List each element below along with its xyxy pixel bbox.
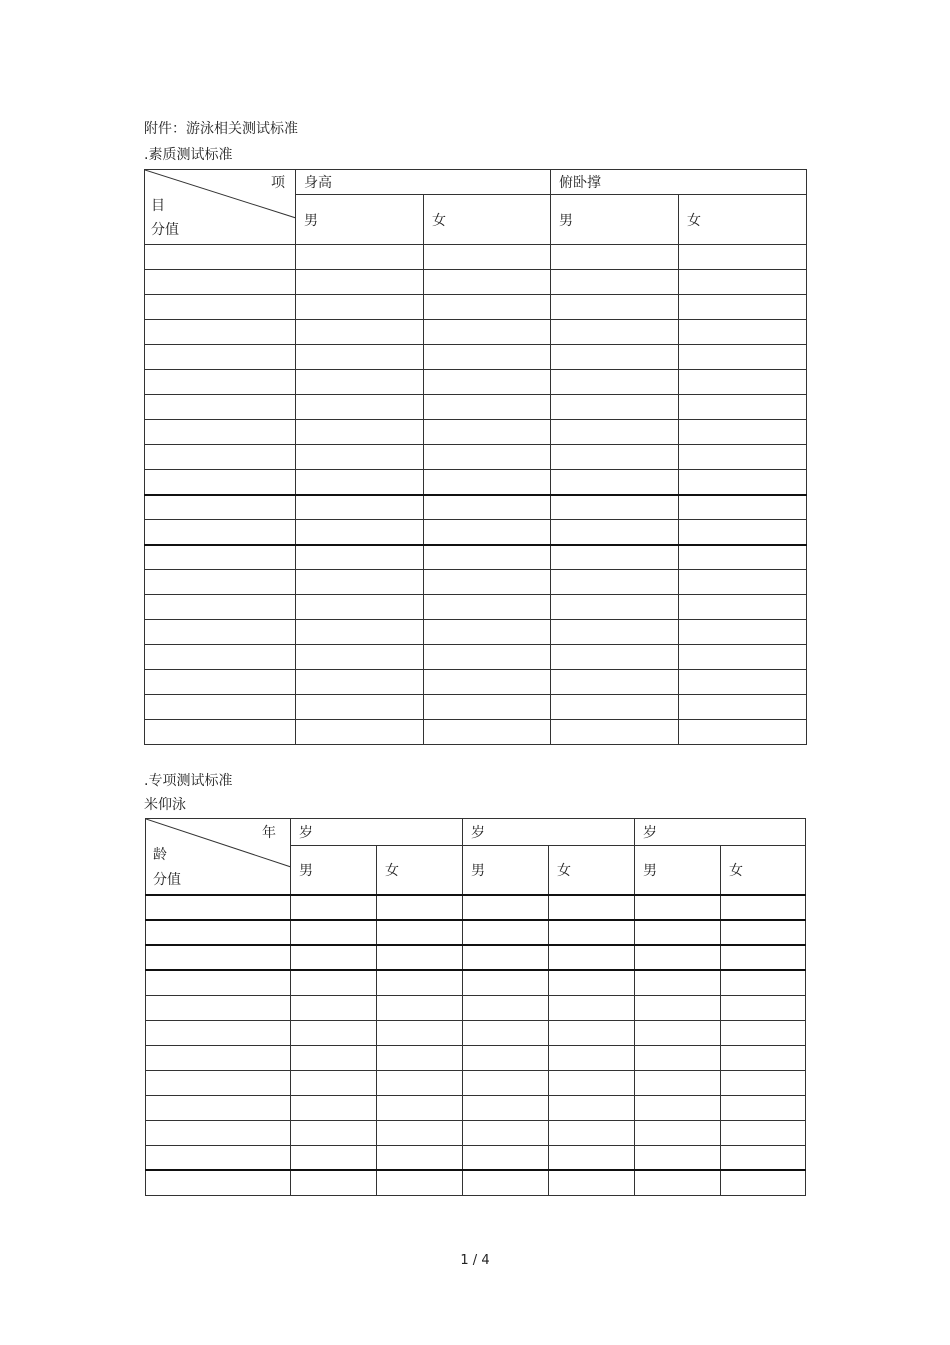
table-cell — [679, 620, 807, 645]
table-cell — [679, 420, 807, 445]
table-row — [146, 1045, 806, 1070]
table-cell — [377, 920, 463, 945]
table-cell — [679, 695, 807, 720]
table-cell — [145, 270, 296, 295]
table-row — [146, 995, 806, 1020]
table-row — [146, 1095, 806, 1120]
table-cell — [549, 1145, 635, 1170]
table-cell — [377, 1020, 463, 1045]
table1-corner-cell — [145, 170, 296, 245]
table-cell — [635, 920, 721, 945]
table-cell — [549, 1095, 635, 1120]
table-cell — [146, 995, 291, 1020]
page-number: 1 / 4 — [460, 1253, 490, 1268]
table-cell — [721, 1070, 806, 1095]
section2-subtitle: 米仰泳 — [144, 797, 186, 813]
subheader-female: 女 — [679, 195, 807, 245]
table-cell — [551, 570, 679, 595]
fitness-standard-table — [144, 169, 807, 745]
table-cell — [679, 520, 807, 545]
table-cell — [551, 595, 679, 620]
subheader-female: 女 — [424, 195, 551, 245]
table-cell — [549, 1045, 635, 1070]
table-cell — [551, 720, 679, 745]
table-row — [145, 395, 807, 420]
table-cell — [296, 520, 424, 545]
table-cell — [424, 295, 551, 320]
table-cell — [377, 995, 463, 1020]
table-row — [145, 320, 807, 345]
table-row — [145, 370, 807, 395]
table-cell — [551, 295, 679, 320]
table-cell — [424, 370, 551, 395]
table-cell — [146, 1095, 291, 1120]
table-cell — [291, 995, 377, 1020]
table-cell — [463, 1020, 549, 1045]
group-header-age-3: 岁 — [635, 819, 806, 846]
corner-label-age-2: 龄 — [153, 847, 167, 863]
table-cell — [296, 645, 424, 670]
table-cell — [146, 1170, 291, 1195]
subheader-male: 男 — [635, 845, 721, 895]
table-cell — [424, 695, 551, 720]
table-cell — [296, 345, 424, 370]
table-cell — [145, 670, 296, 695]
group-header-age-2: 岁 — [463, 819, 635, 846]
table2-corner-cell — [146, 819, 291, 896]
table-row — [145, 470, 807, 495]
table-cell — [549, 1120, 635, 1145]
table-cell — [424, 245, 551, 270]
table-cell — [549, 995, 635, 1020]
table-cell — [463, 995, 549, 1020]
table-cell — [551, 445, 679, 470]
table-cell — [721, 1045, 806, 1070]
table-cell — [551, 645, 679, 670]
corner-label-age: 年 — [262, 825, 276, 841]
table-cell — [145, 295, 296, 320]
table-cell — [296, 695, 424, 720]
table-cell — [721, 945, 806, 970]
table-cell — [291, 895, 377, 920]
subheader-female: 女 — [377, 845, 463, 895]
table-row — [146, 1170, 806, 1195]
table-cell — [635, 1120, 721, 1145]
table-cell — [146, 1020, 291, 1045]
table-cell — [424, 645, 551, 670]
document-heading: 附件：游泳相关测试标准 — [144, 121, 298, 137]
table-cell — [721, 1170, 806, 1195]
table-row — [145, 645, 807, 670]
table-cell — [145, 645, 296, 670]
table-cell — [146, 1120, 291, 1145]
table-cell — [145, 570, 296, 595]
table-cell — [551, 245, 679, 270]
group-header-pushups: 俯卧撑 — [551, 170, 807, 195]
table-cell — [296, 495, 424, 520]
table-cell — [291, 945, 377, 970]
table-cell — [146, 970, 291, 995]
group-header-age-1: 岁 — [291, 819, 463, 846]
table-cell — [635, 1145, 721, 1170]
table-cell — [424, 445, 551, 470]
table-row — [145, 520, 807, 545]
table-cell — [635, 1095, 721, 1120]
table-cell — [679, 445, 807, 470]
table-cell — [721, 895, 806, 920]
table-cell — [291, 1120, 377, 1145]
table-cell — [146, 1145, 291, 1170]
table-cell — [145, 470, 296, 495]
table-cell — [463, 920, 549, 945]
table-row — [145, 270, 807, 295]
table-cell — [296, 270, 424, 295]
table-cell — [463, 1170, 549, 1195]
table-cell — [296, 320, 424, 345]
table-row — [145, 720, 807, 745]
table-cell — [296, 370, 424, 395]
table-row — [145, 545, 807, 570]
table1-body — [145, 245, 807, 745]
table-cell — [549, 970, 635, 995]
table-cell — [679, 295, 807, 320]
table-cell — [146, 1045, 291, 1070]
table-cell — [424, 470, 551, 495]
table-cell — [635, 1170, 721, 1195]
table-cell — [296, 245, 424, 270]
table-cell — [463, 970, 549, 995]
table-cell — [145, 520, 296, 545]
table-cell — [296, 545, 424, 570]
table-cell — [296, 595, 424, 620]
table2-body — [146, 895, 806, 1195]
table-cell — [291, 1045, 377, 1070]
table-cell — [679, 595, 807, 620]
table-cell — [145, 595, 296, 620]
table-cell — [463, 1045, 549, 1070]
table-cell — [424, 270, 551, 295]
table-cell — [145, 345, 296, 370]
table-cell — [679, 495, 807, 520]
subheader-male: 男 — [291, 845, 377, 895]
table-cell — [424, 495, 551, 520]
table-cell — [551, 395, 679, 420]
table-cell — [291, 970, 377, 995]
table-cell — [721, 1095, 806, 1120]
table-row — [146, 1120, 806, 1145]
table-cell — [291, 920, 377, 945]
table-cell — [551, 670, 679, 695]
subheader-female: 女 — [549, 845, 635, 895]
table-cell — [721, 995, 806, 1020]
table-cell — [291, 1145, 377, 1170]
table-cell — [145, 495, 296, 520]
swim-standard-table — [145, 818, 806, 1196]
table-cell — [549, 920, 635, 945]
table-cell — [424, 345, 551, 370]
table-cell — [424, 320, 551, 345]
table-cell — [635, 970, 721, 995]
table-cell — [679, 395, 807, 420]
table-cell — [721, 1145, 806, 1170]
table-cell — [424, 420, 551, 445]
table-row — [145, 620, 807, 645]
subheader-male: 男 — [551, 195, 679, 245]
table-cell — [679, 270, 807, 295]
table-cell — [377, 970, 463, 995]
table-row — [146, 1070, 806, 1095]
table-row — [145, 445, 807, 470]
table-cell — [635, 1070, 721, 1095]
subheader-female: 女 — [721, 845, 806, 895]
table-cell — [424, 595, 551, 620]
table-cell — [377, 1145, 463, 1170]
table-cell — [679, 245, 807, 270]
table-cell — [145, 395, 296, 420]
table-cell — [145, 620, 296, 645]
table-cell — [146, 945, 291, 970]
table-cell — [549, 1020, 635, 1045]
table-cell — [146, 1070, 291, 1095]
table-cell — [549, 945, 635, 970]
table-cell — [424, 620, 551, 645]
table-row — [146, 895, 806, 920]
table-row — [145, 295, 807, 320]
table-cell — [679, 370, 807, 395]
table-cell — [145, 320, 296, 345]
table-row — [145, 570, 807, 595]
table-cell — [296, 295, 424, 320]
table-cell — [679, 470, 807, 495]
corner-label-score: 分值 — [151, 222, 179, 238]
table-cell — [296, 395, 424, 420]
table-cell — [679, 570, 807, 595]
table-row — [146, 1145, 806, 1170]
table-cell — [145, 445, 296, 470]
table-cell — [463, 1070, 549, 1095]
table-cell — [551, 520, 679, 545]
table-cell — [551, 320, 679, 345]
table-cell — [424, 520, 551, 545]
table-cell — [377, 895, 463, 920]
table-cell — [146, 920, 291, 945]
table-cell — [463, 1145, 549, 1170]
table-cell — [551, 470, 679, 495]
table-row — [145, 595, 807, 620]
table-cell — [146, 895, 291, 920]
section1-title: .素质测试标准 — [144, 147, 233, 163]
table-cell — [551, 420, 679, 445]
table-cell — [424, 720, 551, 745]
table-cell — [424, 670, 551, 695]
table-cell — [291, 1170, 377, 1195]
group-header-height: 身高 — [296, 170, 551, 195]
table-cell — [145, 545, 296, 570]
table-cell — [291, 1095, 377, 1120]
table-cell — [377, 1120, 463, 1145]
section2-title: .专项测试标准 — [144, 773, 233, 789]
table-cell — [679, 345, 807, 370]
table-row — [146, 970, 806, 995]
table-cell — [551, 695, 679, 720]
table-cell — [424, 545, 551, 570]
table-cell — [721, 970, 806, 995]
table-cell — [296, 570, 424, 595]
table-cell — [145, 720, 296, 745]
subheader-male: 男 — [463, 845, 549, 895]
table-row — [146, 945, 806, 970]
table-row — [145, 345, 807, 370]
table-cell — [145, 370, 296, 395]
table-row — [146, 1020, 806, 1045]
table-row — [145, 495, 807, 520]
table-cell — [721, 1120, 806, 1145]
table-cell — [721, 1020, 806, 1045]
table-cell — [145, 695, 296, 720]
table-cell — [296, 420, 424, 445]
table-cell — [424, 395, 551, 420]
table-cell — [551, 270, 679, 295]
table-cell — [721, 920, 806, 945]
table-cell — [377, 1070, 463, 1095]
table-cell — [551, 495, 679, 520]
table-cell — [296, 445, 424, 470]
subheader-male: 男 — [296, 195, 424, 245]
table-row — [145, 695, 807, 720]
table-cell — [377, 1170, 463, 1195]
table-cell — [679, 720, 807, 745]
table-row — [145, 670, 807, 695]
corner-label-score: 分值 — [153, 872, 181, 888]
table-row — [146, 920, 806, 945]
table-cell — [463, 1095, 549, 1120]
table-cell — [296, 620, 424, 645]
table-cell — [679, 545, 807, 570]
corner-label-item: 项 — [271, 175, 285, 191]
table-cell — [145, 420, 296, 445]
table-cell — [679, 645, 807, 670]
table-cell — [551, 370, 679, 395]
table-cell — [549, 1170, 635, 1195]
corner-label-item-2: 目 — [151, 198, 165, 214]
table-cell — [549, 895, 635, 920]
table-cell — [463, 945, 549, 970]
table-cell — [296, 720, 424, 745]
table-cell — [551, 345, 679, 370]
table-cell — [291, 1070, 377, 1095]
table-cell — [377, 1045, 463, 1070]
table-cell — [377, 945, 463, 970]
table-cell — [463, 1120, 549, 1145]
table-cell — [635, 995, 721, 1020]
table-cell — [635, 945, 721, 970]
table-cell — [549, 1070, 635, 1095]
table-cell — [635, 895, 721, 920]
table-cell — [635, 1045, 721, 1070]
table-cell — [424, 570, 551, 595]
table-cell — [463, 895, 549, 920]
table-cell — [679, 320, 807, 345]
table-cell — [291, 1020, 377, 1045]
table-row — [145, 245, 807, 270]
table-cell — [679, 670, 807, 695]
table-cell — [551, 545, 679, 570]
table-cell — [296, 470, 424, 495]
table-cell — [145, 245, 296, 270]
table-row — [145, 420, 807, 445]
table-cell — [635, 1020, 721, 1045]
table-cell — [551, 620, 679, 645]
table-cell — [377, 1095, 463, 1120]
table-cell — [296, 670, 424, 695]
